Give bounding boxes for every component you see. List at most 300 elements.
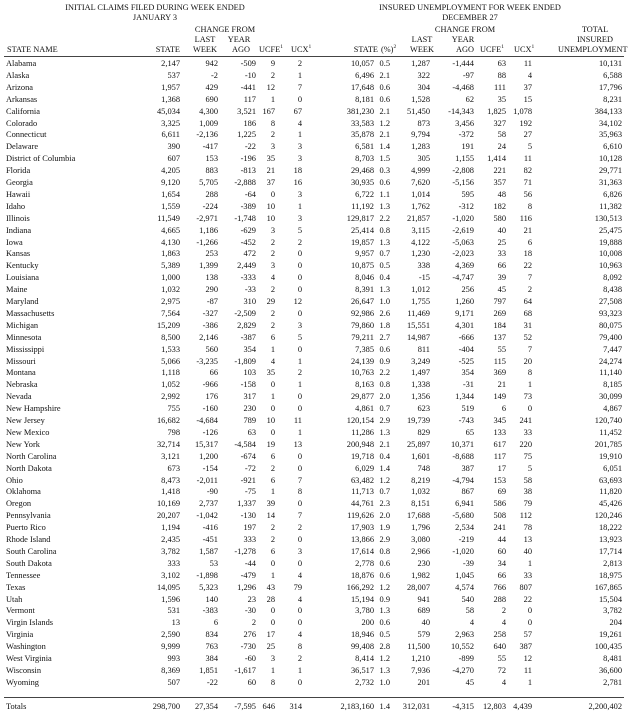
initial-year-ago-cell: 310 [243, 297, 256, 306]
initial-last-week-cell: 53 [209, 558, 218, 568]
initial-ucfe-cell: 8 [270, 118, 275, 128]
insured-ucfe-cell: 17 [497, 463, 506, 473]
total-insured-cell: 35,963 [598, 130, 622, 140]
initial-state-cell: 2,435 [161, 535, 180, 544]
insured-ucfe-cell: 24 [497, 142, 506, 152]
table-row [0, 403, 628, 415]
table-row [0, 415, 628, 427]
initial-state-cell: 45,034 [156, 106, 180, 116]
insured-state-cell: 8,163 [355, 380, 374, 390]
total-insured-cell: 63,693 [598, 475, 622, 485]
insured-ucx-cell: 75 [523, 451, 532, 461]
initial-last-week-cell: 5,323 [199, 582, 218, 592]
state-name-cell: Arkansas [6, 94, 38, 104]
initial-state-cell: 1,957 [161, 82, 180, 92]
insured-ucfe-cell: 69 [497, 487, 506, 497]
insured-ucfe-cell: 55 [497, 344, 506, 354]
insured-last-week-cell: 338 [417, 261, 430, 271]
insured-state-cell: 30,935 [350, 178, 374, 187]
initial-ucfe-cell: 14 [266, 511, 275, 521]
insured-state-cell: 129,817 [346, 213, 374, 223]
insured-pct-cell: 0.4 [379, 273, 390, 283]
initial-ucx-cell: 2 [297, 59, 302, 68]
initial-year-ago-cell: 2,829 [237, 320, 256, 330]
insured-year-ago-cell: -4,468 [452, 82, 474, 92]
insured-last-week-cell: 1,014 [411, 189, 430, 199]
insured-ucfe-cell: 766 [493, 582, 506, 592]
initial-state-cell: 15,209 [156, 320, 180, 330]
initial-last-week-cell: 4,300 [199, 106, 218, 116]
table-row [0, 225, 628, 237]
initial-state-cell: 333 [167, 558, 180, 568]
table-row [0, 356, 628, 368]
insured-pct-cell: 0.6 [379, 618, 390, 628]
initial-ucx-cell: 13 [293, 439, 302, 449]
insured-last-week-cell: 322 [417, 70, 430, 80]
state-name-cell: District of Columbia [6, 154, 76, 164]
total-insured-cell: 18,975 [598, 570, 622, 580]
insured-last-week-cell: 1,528 [411, 94, 430, 104]
insured-year-ago-cell: -31 [462, 380, 474, 390]
initial-ucfe-cell: 21 [266, 166, 275, 176]
initial-ucx-cell: 7 [297, 82, 302, 92]
state-name-cell: Wyoming [6, 677, 39, 687]
insured-ucfe-cell: 149 [493, 392, 506, 402]
insured-state-cell: 79,860 [350, 320, 374, 330]
initial-state-cell: 1,032 [161, 285, 180, 295]
initial-state-cell: 1,654 [161, 189, 180, 199]
initial-last-week-cell: -224 [202, 201, 218, 211]
insured-year-ago-cell: -97 [462, 70, 474, 80]
insured-pct-cell: 0.8 [379, 380, 390, 390]
initial-year-ago-cell: -730 [240, 642, 256, 652]
initial-ucx-cell: 4 [297, 630, 302, 640]
insured-ucx-cell: 68 [523, 308, 532, 318]
initial-last-week-cell: 153 [205, 154, 218, 164]
state-name-cell: Alabama [6, 59, 37, 68]
total-insured-cell: 167,865 [594, 582, 622, 592]
insured-last-week-cell: 7,936 [411, 665, 430, 675]
insured-year-ago-cell: -5,680 [452, 511, 474, 521]
initial-state-cell: 7,564 [161, 308, 180, 318]
initial-state-cell: 9,120 [161, 178, 180, 187]
initial-ucx-cell: 2 [297, 237, 302, 247]
initial-ucfe-cell: 1 [270, 570, 275, 580]
initial-ucfe-cell: 3 [270, 142, 275, 152]
insured-year-ago-cell: -4,794 [452, 475, 474, 485]
initial-year-ago-cell: -130 [240, 511, 256, 521]
insured-state-cell: 11,713 [351, 487, 374, 497]
initial-ucx-cell: 0 [297, 618, 302, 628]
insured-last-week-cell: 579 [417, 630, 430, 640]
initial-ucfe-cell: 37 [266, 178, 275, 187]
table-row [0, 248, 628, 260]
initial-ucfe-cell: 2 [270, 320, 275, 330]
table-row [0, 451, 628, 463]
insured-ucfe-cell: 58 [497, 130, 506, 140]
table-row [0, 129, 628, 141]
initial-ucx-cell: 1 [297, 427, 302, 437]
initial-last-week-cell: -451 [202, 535, 218, 544]
initial-ucfe-cell: 6 [270, 546, 275, 556]
state-name-cell: Minnesota [6, 332, 42, 342]
total-insured-cell: 79,400 [598, 332, 622, 342]
insured-state-cell: 2,732 [355, 677, 374, 687]
insured-header: INSURED [577, 35, 613, 44]
insured-state-cell: 6,496 [355, 70, 374, 80]
insured-last-week-cell: 11,500 [407, 642, 430, 652]
total-insured-cell: 30,099 [598, 392, 622, 402]
initial-ucx-cell: 3 [297, 154, 302, 164]
total-insured-cell: 7,447 [603, 344, 622, 354]
insured-ucfe-cell: 4 [501, 677, 506, 687]
insured-last-week-cell: 11,469 [407, 308, 430, 318]
initial-last-week-cell: 1,399 [199, 261, 218, 271]
insured-ucx-cell: 7 [527, 344, 532, 354]
initial-ucfe-cell: 3 [270, 261, 275, 271]
insured-year-ago-cell: 4,574 [455, 582, 474, 592]
insured-ucx-cell: 71 [523, 178, 532, 187]
insured-pct-cell: 1.2 [379, 582, 390, 592]
insured-pct-cell: 0.7 [379, 404, 390, 414]
initial-last-week-cell: -327 [202, 308, 218, 318]
initial-state-cell: 6,611 [161, 130, 180, 140]
insured-state-cell: 63,482 [350, 475, 374, 485]
table-row [0, 594, 628, 606]
insured-last-week-cell: 873 [417, 118, 430, 128]
insured-pct-cell: 1.3 [379, 665, 390, 675]
table-row [0, 153, 628, 165]
insured-last-week-cell: 3,080 [411, 535, 430, 544]
insured-state-cell: 2,183,160 [340, 702, 374, 711]
initial-last-week-cell: -154 [202, 463, 218, 473]
insured-ucx-cell: 112 [519, 511, 532, 521]
total-insured-cell: 120,246 [594, 511, 622, 521]
insured-year-ago-cell: -4,315 [452, 702, 474, 711]
insured-ucfe-cell: 66 [497, 261, 506, 271]
state-name-cell: Nebraska [6, 380, 38, 390]
initial-ucfe-cell: 25 [266, 642, 275, 652]
initial-ucfe-cell: 17 [266, 630, 275, 640]
initial-year-ago-cell: 2 [251, 618, 256, 628]
initial-ucfe-cell: 0 [270, 427, 275, 437]
insured-ucx-cell: 11 [523, 154, 532, 164]
state-name-cell: Colorado [6, 118, 38, 128]
insured-year-ago-cell: 9,171 [455, 308, 474, 318]
totals-row [0, 701, 628, 713]
initial-year-ago-cell: 472 [243, 249, 256, 259]
initial-ucfe-cell: 0 [270, 606, 275, 616]
insured-ucfe-cell: 133 [493, 427, 506, 437]
insured-ucx-cell: 11 [523, 665, 532, 675]
initial-year-ago-cell: -674 [240, 451, 256, 461]
insured-ucx-cell: 7 [527, 273, 532, 283]
table-row [0, 106, 628, 118]
table-row [0, 498, 628, 510]
initial-year-ago-cell: -30 [244, 606, 256, 616]
initial-last-week-cell: -22 [206, 677, 218, 687]
initial-state-cell: 16,682 [156, 416, 180, 425]
insured-pct-cell: 1.2 [379, 475, 390, 485]
insured-pct-cell: 0.8 [379, 225, 390, 235]
insured-ucx-cell: 27 [523, 130, 532, 140]
insured-ucfe-cell: 137 [493, 332, 506, 342]
insured-ucx-cell: 33 [523, 570, 532, 580]
insured-ucx-cell: 387 [519, 642, 532, 652]
table-row [0, 177, 628, 189]
initial-state-cell: 2,590 [161, 630, 180, 640]
insured-ucfe-cell: 1,414 [487, 154, 506, 164]
insured-ucfe-cell: 258 [493, 630, 506, 640]
right-week-header: WEEK [410, 45, 434, 54]
initial-ucfe-cell: 3 [270, 225, 275, 235]
insured-pct-cell: 2.3 [379, 499, 390, 509]
insured-pct-cell: 1.0 [379, 297, 390, 306]
initial-state-cell: 2,147 [161, 59, 180, 68]
insured-pct-cell: 2.0 [379, 511, 390, 521]
insured-last-week-cell: 15,551 [406, 320, 430, 330]
initial-last-week-cell: 2,146 [199, 332, 218, 342]
insured-ucfe-cell: 4 [501, 618, 506, 628]
insured-state-cell: 8,181 [355, 94, 374, 104]
insured-last-week-cell: 1,287 [411, 59, 430, 68]
insured-pct-cell: 2.1 [379, 106, 390, 116]
initial-ucfe-cell: 6 [270, 451, 275, 461]
insured-year-ago-cell: -666 [458, 332, 474, 342]
initial-ucx-cell: 16 [293, 178, 302, 187]
initial-state-cell: 1,368 [161, 94, 180, 104]
insured-year-ago-cell: 6,941 [455, 499, 474, 509]
initial-ucx-cell: 18 [293, 166, 302, 176]
initial-state-cell: 1,000 [161, 273, 180, 283]
initial-ucfe-cell: 2 [270, 130, 275, 140]
totals-rule [4, 697, 624, 698]
insured-pct-cell: 0.5 [379, 261, 390, 271]
initial-last-week-cell: 883 [205, 166, 218, 176]
table-row [0, 141, 628, 153]
initial-ucx-cell: 2 [297, 523, 302, 533]
table-row [0, 70, 628, 82]
right-year-header: YEAR [451, 35, 475, 44]
initial-year-ago-cell: -479 [240, 570, 256, 580]
total-insured-cell: 8,185 [603, 380, 622, 390]
insured-ucfe-cell: 60 [497, 546, 506, 556]
total-insured-cell: 10,963 [598, 261, 622, 271]
initial-year-ago-cell: -2,888 [234, 178, 256, 187]
insured-state-cell: 200 [361, 618, 374, 628]
insured-state-cell: 15,194 [350, 594, 374, 604]
initial-ucfe-cell: 2 [270, 285, 275, 295]
insured-title-line1: INSURED UNEMPLOYMENT FOR WEEK ENDED [379, 3, 561, 12]
insured-ucx-cell: 73 [523, 392, 532, 402]
table-row [0, 677, 628, 689]
insured-year-ago-cell: -2,619 [452, 225, 474, 235]
initial-ucx-cell: 4 [297, 594, 302, 604]
total-header: TOTAL [581, 25, 609, 34]
pct-footnote: 2 [393, 44, 397, 51]
initial-ucx-cell: 8 [297, 642, 302, 652]
initial-ucx-cell: 79 [293, 582, 302, 592]
initial-state-cell: 1,863 [161, 249, 180, 259]
insured-last-week-cell: 748 [417, 463, 430, 473]
initial-last-week-cell: 27,354 [194, 702, 218, 711]
initial-ucx-cell: 0 [297, 463, 302, 473]
initial-ucfe-cell: 167 [262, 106, 275, 116]
state-name-cell: Maine [6, 285, 28, 295]
initial-ucx-cell: 0 [297, 308, 302, 318]
initial-ucx-cell: 5 [297, 225, 302, 235]
insured-state-cell: 25,414 [350, 225, 374, 235]
insured-year-ago-cell: 10,371 [450, 439, 474, 449]
total-insured-cell: 10,128 [598, 154, 622, 164]
insured-ucx-cell: 1,078 [513, 106, 532, 116]
state-name-cell: Mississippi [6, 344, 45, 354]
initial-state-cell: 11,549 [157, 213, 180, 223]
insured-pct-cell: 1.4 [379, 463, 390, 473]
insured-last-week-cell: 1,032 [411, 487, 430, 497]
insured-state-cell: 29,877 [350, 392, 374, 402]
insured-last-week-cell: 8,151 [411, 499, 430, 509]
state-name-cell: Louisiana [6, 273, 40, 283]
initial-year-ago-cell: -921 [240, 475, 256, 485]
insured-ucfe-cell: 39 [497, 273, 506, 283]
initial-ucx-cell: 0 [297, 558, 302, 568]
insured-last-week-cell: 811 [417, 344, 430, 354]
initial-state-cell: 8,500 [161, 332, 180, 342]
state-name-cell: Virginia [6, 630, 34, 640]
initial-state-cell: 1,559 [161, 201, 180, 211]
insured-ucfe-cell: 357 [493, 178, 506, 187]
state-name-cell: New Jersey [6, 416, 45, 425]
total-insured-cell: 11,140 [599, 368, 622, 378]
initial-ucfe-cell: 2 [270, 308, 275, 318]
state-name-cell: Arizona [6, 82, 33, 92]
insured-year-ago-cell: 4 [469, 618, 474, 628]
initial-state-cell: 507 [167, 677, 180, 687]
insured-last-week-cell: 201 [417, 677, 430, 687]
insured-last-week-cell: 304 [417, 82, 430, 92]
state-name-cell: Iowa [6, 237, 23, 247]
insured-ucx-cell: 0 [527, 618, 532, 628]
initial-ucfe-cell: 1 [270, 665, 275, 675]
initial-year-ago-cell: -72 [244, 463, 256, 473]
insured-ucx-cell: 2 [527, 285, 532, 295]
initial-last-week-cell: -90 [206, 487, 218, 497]
right-ucx-footnote: 1 [531, 44, 535, 51]
insured-year-ago-cell: -5,063 [452, 237, 474, 247]
initial-year-ago-cell: 354 [243, 344, 256, 354]
insured-pct-cell: 2.9 [379, 535, 390, 544]
insured-ucfe-cell: 184 [493, 320, 506, 330]
initial-ucx-cell: 3 [297, 189, 302, 199]
total-insured-cell: 10,131 [598, 59, 622, 68]
total-insured-cell: 19,888 [598, 237, 622, 247]
initial-last-week-cell: -87 [206, 297, 218, 306]
initial-last-week-cell: 384 [205, 654, 218, 663]
insured-year-ago-cell: 2,534 [455, 523, 474, 533]
insured-year-ago-cell: 354 [461, 368, 474, 378]
insured-ucx-cell: 1 [527, 380, 532, 390]
initial-ucx-cell: 0 [297, 261, 302, 271]
initial-last-week-cell: -2,136 [196, 130, 218, 140]
total-insured-cell: 4,867 [603, 404, 622, 414]
initial-claims-title-line1: INITIAL CLAIMS FILED DURING WEEK ENDED [65, 3, 245, 12]
initial-claims-title-line2: JANUARY 3 [132, 12, 178, 22]
right-ucfe-footnote: 1 [501, 44, 504, 51]
insured-ucfe-cell: 63 [497, 59, 506, 68]
initial-year-ago-cell: 276 [243, 630, 256, 640]
initial-year-ago-cell: -60 [244, 654, 256, 663]
total-insured-cell: 8,092 [603, 273, 622, 283]
initial-ucx-cell: 1 [297, 356, 302, 366]
insured-ucfe-cell: 580 [493, 213, 506, 223]
insured-ucx-cell: 58 [523, 475, 532, 485]
initial-year-ago-cell: -452 [240, 237, 256, 247]
initial-year-ago-cell: -1,617 [234, 665, 256, 675]
state-name-cell: Rhode Island [6, 535, 51, 544]
insured-state-cell: 119,626 [347, 511, 374, 521]
insured-pct-cell: 2.7 [379, 332, 390, 342]
table-row [0, 320, 628, 332]
initial-ucx-cell: 7 [297, 475, 302, 485]
insured-pct-cell: 1.4 [379, 142, 390, 152]
insured-state-cell: 18,876 [350, 570, 374, 580]
initial-ucfe-cell: 0 [270, 618, 275, 628]
insured-state-cell: 8,414 [355, 654, 374, 663]
insured-unemployment-title [355, 3, 585, 22]
insured-state-cell: 8,046 [355, 273, 374, 283]
insured-title-line2: DECEMBER 27 [442, 12, 498, 22]
state-name-cell: Pennsylvania [6, 511, 51, 521]
state-name-cell: Delaware [6, 142, 39, 152]
total-insured-cell: 3,782 [603, 606, 622, 616]
state-name-cell: Florida [6, 166, 31, 176]
initial-year-ago-cell: -44 [244, 558, 256, 568]
initial-year-ago-cell: -389 [240, 201, 256, 211]
table-row [0, 534, 628, 546]
table-row [0, 58, 628, 70]
insured-ucx-cell: 22 [523, 261, 532, 271]
initial-year-ago-cell: -7,595 [234, 702, 256, 711]
insured-last-week-cell: 14,987 [406, 332, 430, 342]
insured-state-cell: 10,763 [350, 368, 374, 378]
initial-ucx-cell: 0 [297, 677, 302, 687]
initial-ucx-cell: 0 [297, 285, 302, 295]
table-row [0, 665, 628, 677]
insured-ucfe-cell: 6 [501, 404, 506, 414]
insured-last-week-cell: 40 [421, 618, 430, 628]
insured-state-cell: 44,761 [350, 499, 374, 509]
table-row [0, 475, 628, 487]
initial-state-cell: 298,700 [152, 702, 180, 711]
insured-pct-cell: 2.2 [379, 213, 390, 223]
initial-ucx-cell: 0 [297, 392, 302, 402]
left-state-header: STATE [155, 45, 180, 54]
initial-ucfe-cell: 10 [266, 213, 275, 223]
insured-state-cell: 3,780 [355, 606, 374, 616]
insured-pct-cell: 1.3 [379, 285, 390, 295]
total-insured-cell: 8,438 [603, 285, 622, 295]
state-name-cell: Montana [6, 368, 36, 378]
right-state-header: STATE [353, 45, 378, 54]
insured-ucx-cell: 6 [527, 237, 532, 247]
insured-state-cell: 2,778 [355, 558, 374, 568]
initial-ucx-cell: 1 [297, 665, 302, 675]
insured-ucfe-cell: 117 [493, 451, 506, 461]
insured-ucfe-cell: 617 [493, 439, 506, 449]
initial-year-ago-cell: 117 [243, 94, 256, 104]
left-ucfe-footnote: 1 [280, 44, 283, 51]
